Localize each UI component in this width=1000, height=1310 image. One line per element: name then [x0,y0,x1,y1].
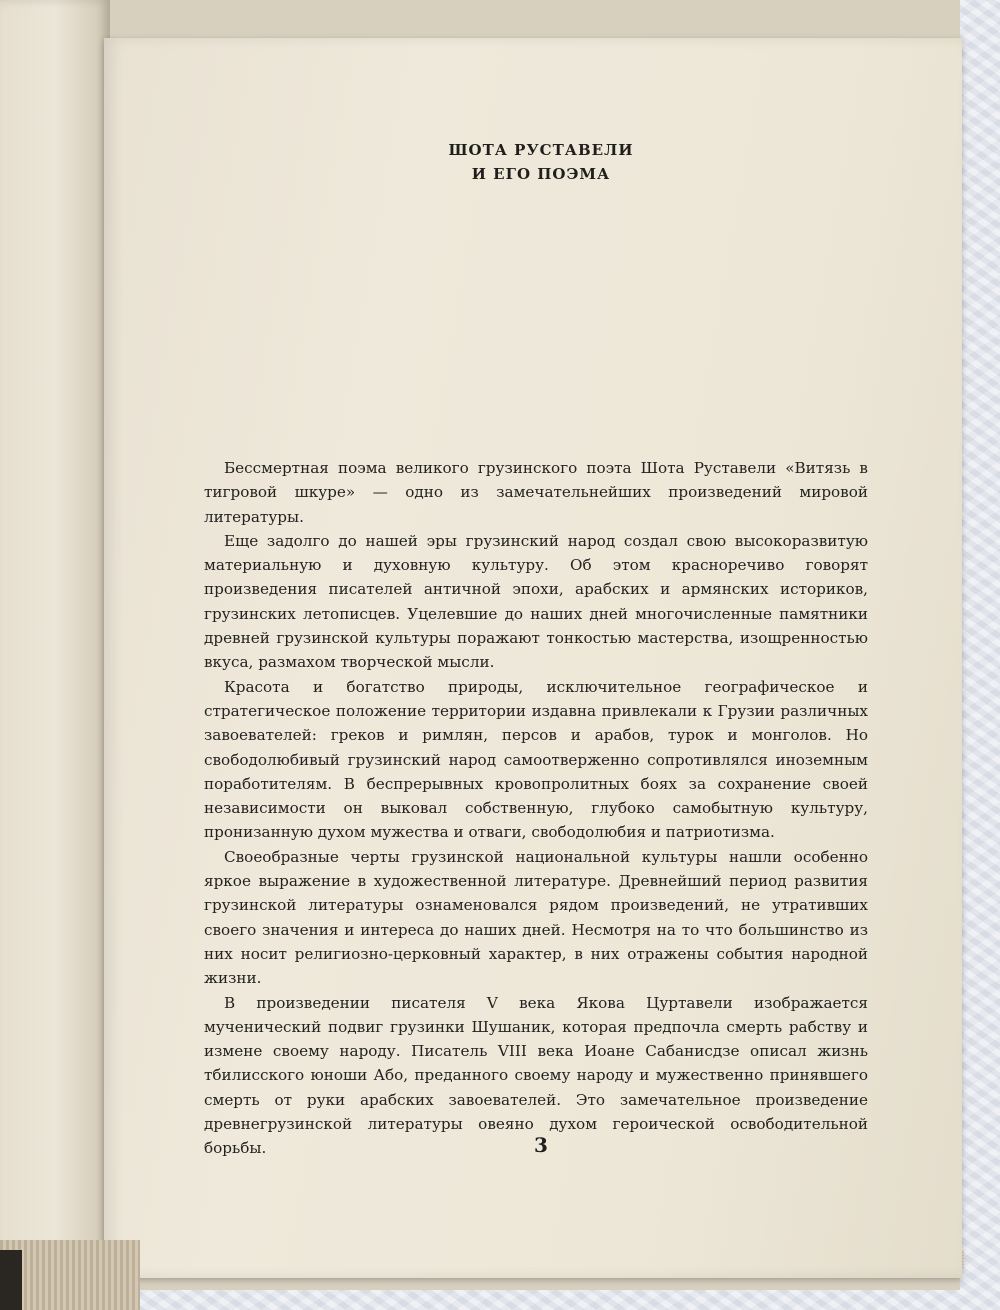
heading-line-1: ШОТА РУСТАВЕЛИ [448,141,634,159]
chapter-heading [104,138,962,186]
body-text [204,456,868,1161]
paragraph-4: Своеобразные черты грузинской национальной культуры нашли особенно яркое выражение в художественной литературе. Древнейший период развития грузинской литературы ознаменовался рядом произведений, не утративших своего значения и интереса до наших дней. Несмотря на то что большинство из них носит религиозно-церковный характер, в них отражены события народной жизни. [204,847,868,988]
paragraph-1: Бессмертная поэма великого грузинского поэта Шота Руставели «Витязь в тигровой шкуре» — одно из замечательнейших произведений мировой литературы. [204,459,868,526]
heading-line-2: И ЕГО ПОЭМА [471,165,611,183]
page-number: 3 [534,1133,548,1157]
paragraph-5: В произведении писателя V века Якова Цуртавели изображается мученический подвиг грузинки Шушаник, которая предпочла смерть рабству и измене своему народу. Писатель VIII века Иоане Сабанисдзе описал жизнь тбилисского юноши Або, преданного своему народу и мужественно принявшего смерть от руки арабских завоевателей. Это замечательное произведение древнегрузинской литературы овеяно духом героической освободительной борьбы. [204,993,868,1158]
paragraph-3: Красота и богатство природы, исключительное географическое и стратегическое положение территории издавна привлекали к Грузии различных завоевателей: греков и римлян, персов и арабов, турок и монголов. Но свободолюбивый грузинский народ самоотверженно сопротивлялся иноземным поработителям. В беспрерывных кровопролитных боях за сохранение своей независимости он выковал собственную, глубоко самобытную культуру, пронизанную духом мужества и отваги, свободолюбия и патриотизма. [204,677,868,842]
paragraph-2: Еще задолго до нашей эры грузинский народ создал свою высокоразвитую материальную и духовную культуру. Об этом красноречиво говорят произведения писателей античной эпохи, арабских и армянских историков, грузинских летописцев. Уцелевшие до наших дней многочисленные памятники древней грузинской культуры поражают тонкостью мастерства, изощренностью вкуса, размахом творческой мысли. [204,531,868,672]
book-page [104,38,962,1278]
book-spine [0,0,110,1310]
dark-binding-corner [0,1250,22,1310]
